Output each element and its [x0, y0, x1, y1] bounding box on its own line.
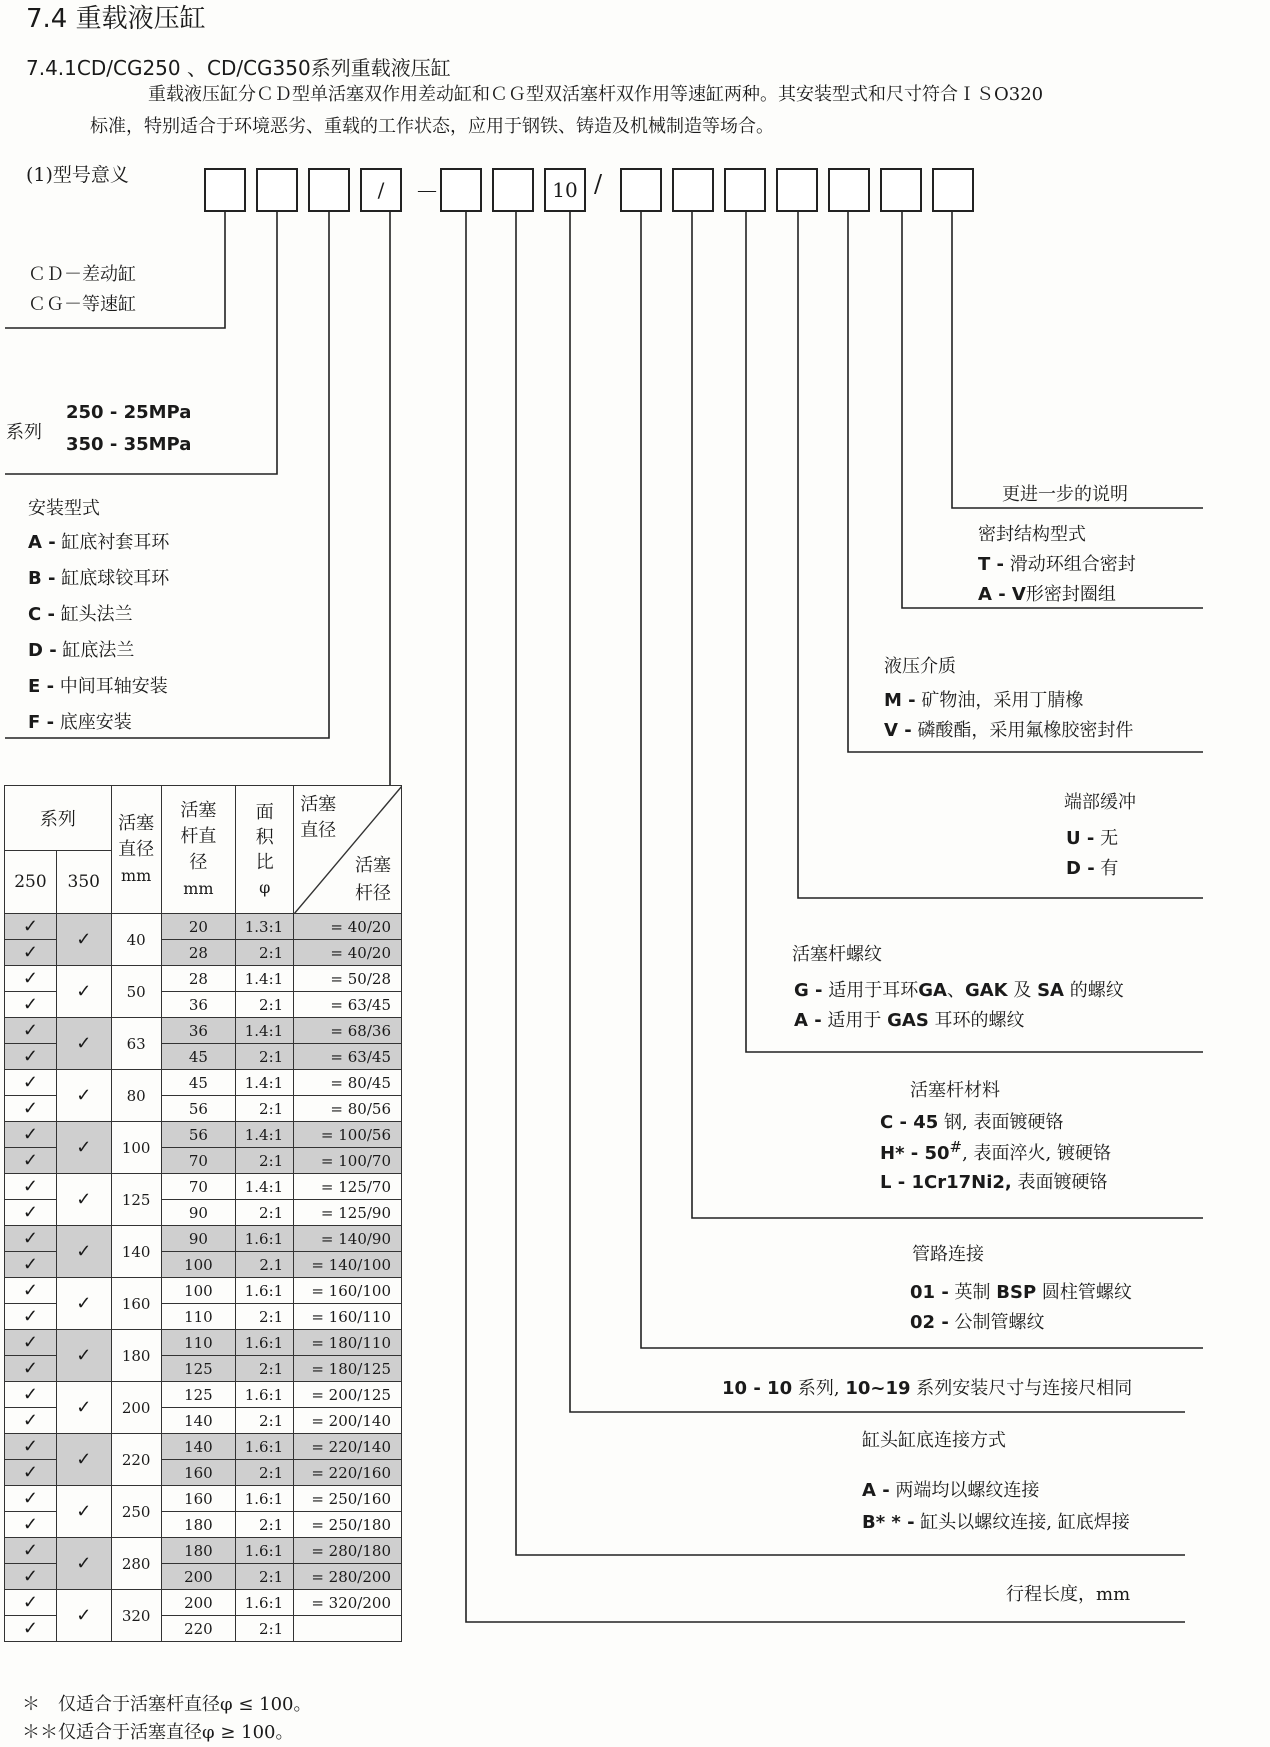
pair-cell: = 320/200 — [294, 1590, 402, 1616]
rod-cell: 45 — [161, 1044, 236, 1070]
bore-cell: 320 — [111, 1590, 161, 1642]
rod-cell: 100 — [161, 1252, 236, 1278]
check-250: ✓ — [5, 940, 57, 966]
medium-title: 液压介质 — [884, 656, 956, 677]
ratio-cell: 1.4:1 — [236, 1018, 294, 1044]
rod-cell: 70 — [161, 1148, 236, 1174]
table-row — [5, 1278, 402, 1304]
footnote-1: ＊ 仅适合于活塞杆直径φ ≤ 100。 — [22, 1694, 312, 1715]
ratio-cell: 1.6:1 — [236, 1278, 294, 1304]
header-diagonal: 活塞 直径 活塞 杆径 — [294, 786, 402, 914]
bore-cell: 50 — [111, 966, 161, 1018]
pair-cell: = 140/100 — [294, 1252, 402, 1278]
check-250: ✓ — [5, 1590, 57, 1616]
table-row — [5, 1174, 402, 1200]
pair-cell: = 125/90 — [294, 1200, 402, 1226]
type-cd: ＣＤ－差动缸 — [28, 264, 136, 285]
bore-cell: 140 — [111, 1226, 161, 1278]
ratio-cell: 2:1 — [236, 940, 294, 966]
check-350: ✓ — [56, 1226, 111, 1278]
ratio-cell: 2:1 — [236, 1200, 294, 1226]
pair-cell: = 80/45 — [294, 1070, 402, 1096]
check-250: ✓ — [5, 1200, 57, 1226]
pair-cell: = 140/90 — [294, 1226, 402, 1252]
pair-cell: = 63/45 — [294, 1044, 402, 1070]
code-slash: / — [594, 170, 603, 198]
check-250: ✓ — [5, 1278, 57, 1304]
ratio-cell: 1.6:1 — [236, 1538, 294, 1564]
ratio-cell: 2:1 — [236, 1044, 294, 1070]
table-row — [5, 1590, 402, 1616]
table-row — [5, 1486, 402, 1512]
check-250: ✓ — [5, 1148, 57, 1174]
pair-cell: = 180/125 — [294, 1356, 402, 1382]
model-meaning-label: (1)型号意义 — [26, 164, 129, 186]
rod-cell: 90 — [161, 1200, 236, 1226]
ratio-cell: 1.4:1 — [236, 1122, 294, 1148]
check-250: ✓ — [5, 1096, 57, 1122]
ratio-cell: 1.4:1 — [236, 1174, 294, 1200]
check-250: ✓ — [5, 1486, 57, 1512]
pair-cell: = 160/110 — [294, 1304, 402, 1330]
pair-cell: = 100/56 — [294, 1122, 402, 1148]
pair-cell: = 280/200 — [294, 1564, 402, 1590]
mounting-item-e: E - 中间耳轴安装 — [28, 676, 168, 697]
table-row — [5, 1070, 402, 1096]
intro-line-1: 重载液压缸分ＣＤ型单活塞双作用差动缸和ＣＧ型双活塞杆双作用等速缸两种。其安装型式和尺寸符合ＩＳO320 — [148, 84, 1044, 105]
rod-cell: 200 — [161, 1590, 236, 1616]
check-250: ✓ — [5, 914, 57, 940]
cushion-d: D - 有 — [1066, 858, 1119, 879]
bore-cell: 250 — [111, 1486, 161, 1538]
check-250: ✓ — [5, 1044, 57, 1070]
check-250: ✓ — [5, 1434, 57, 1460]
check-250: ✓ — [5, 1174, 57, 1200]
rod-cell: 100 — [161, 1278, 236, 1304]
seal-a: A - V形密封圈组 — [978, 584, 1116, 605]
material-h: H* - 50#, 表面淬火, 镀硬铬 — [880, 1138, 1111, 1164]
pair-cell: = 50/28 — [294, 966, 402, 992]
code-box-bore-rod: / — [360, 168, 402, 212]
rod-cell: 90 — [161, 1226, 236, 1252]
check-250: ✓ — [5, 1304, 57, 1330]
check-350: ✓ — [56, 1278, 111, 1330]
pair-cell: = 125/70 — [294, 1174, 402, 1200]
header-350: 350 — [56, 851, 111, 914]
type-cg: ＣＧ－等速缸 — [28, 294, 136, 315]
stroke-length: 行程长度，mm — [1006, 1584, 1131, 1605]
rod-cell: 45 — [161, 1070, 236, 1096]
table-row — [5, 914, 402, 940]
bore-cell: 63 — [111, 1018, 161, 1070]
mounting-item-b: B - 缸底球铰耳环 — [28, 568, 170, 589]
pair-cell: = 180/110 — [294, 1330, 402, 1356]
check-350: ✓ — [56, 1330, 111, 1382]
ratio-cell: 2:1 — [236, 1408, 294, 1434]
rod-cell: 36 — [161, 1018, 236, 1044]
table-row — [5, 1226, 402, 1252]
mounting-title: 安装型式 — [28, 498, 100, 519]
check-350: ✓ — [56, 1434, 111, 1486]
material-l: L - 1Cr17Ni2, 表面镀硬铬 — [880, 1172, 1108, 1193]
section-title: 7.4.1CD/CG250 、CD/CG350系列重载液压缸 — [26, 56, 451, 80]
ratio-cell: 2:1 — [236, 1564, 294, 1590]
rod-cell: 36 — [161, 992, 236, 1018]
header-rod: 活塞 杆直 径 mm — [161, 786, 236, 914]
check-350: ✓ — [56, 1590, 111, 1642]
seal-t: T - 滑动环组合密封 — [978, 554, 1136, 575]
table-row — [5, 1018, 402, 1044]
check-350: ✓ — [56, 1122, 111, 1174]
material-c: C - 45 钢, 表面镀硬铬 — [880, 1112, 1064, 1133]
check-250: ✓ — [5, 1408, 57, 1434]
series-label: 系列 — [6, 422, 42, 443]
ratio-cell: 1.6:1 — [236, 1590, 294, 1616]
rod-cell: 140 — [161, 1408, 236, 1434]
pair-cell: = 200/125 — [294, 1382, 402, 1408]
head-b: B* * - 缸头以螺纹连接, 缸底焊接 — [862, 1512, 1130, 1533]
code-dash: － — [415, 178, 439, 206]
ratio-cell: 1.6:1 — [236, 1486, 294, 1512]
mounting-item-f: F - 底座安装 — [28, 712, 132, 733]
rod-cell: 28 — [161, 966, 236, 992]
further-description: 更进一步的说明 — [1002, 484, 1128, 505]
rod-cell: 220 — [161, 1616, 236, 1642]
table-row — [5, 1330, 402, 1356]
pair-cell: = 63/45 — [294, 992, 402, 1018]
rod-cell: 160 — [161, 1460, 236, 1486]
check-250: ✓ — [5, 1122, 57, 1148]
series-350: 350 - 35MPa — [66, 434, 192, 455]
check-250: ✓ — [5, 1226, 57, 1252]
rod-cell: 70 — [161, 1174, 236, 1200]
thread-title: 活塞杆螺纹 — [792, 944, 882, 965]
rod-cell: 125 — [161, 1382, 236, 1408]
check-350: ✓ — [56, 1018, 111, 1070]
check-250: ✓ — [5, 1018, 57, 1044]
rod-cell: 110 — [161, 1304, 236, 1330]
pair-cell: = 80/56 — [294, 1096, 402, 1122]
check-250: ✓ — [5, 1460, 57, 1486]
ratio-cell: 1.4:1 — [236, 1070, 294, 1096]
rod-cell: 180 — [161, 1538, 236, 1564]
series-10-note: 10 - 10 系列, 10~19 系列安装尺寸与连接尺相同 — [722, 1378, 1133, 1399]
pipe-02: 02 - 公制管螺纹 — [910, 1312, 1045, 1333]
bore-cell: 80 — [111, 1070, 161, 1122]
ratio-cell: 2:1 — [236, 1460, 294, 1486]
ratio-cell: 1.6:1 — [236, 1226, 294, 1252]
rod-cell: 160 — [161, 1486, 236, 1512]
check-350: ✓ — [56, 1486, 111, 1538]
header-bore: 活塞 直径 mm — [111, 786, 161, 914]
rod-cell: 110 — [161, 1330, 236, 1356]
rod-cell: 20 — [161, 914, 236, 940]
ratio-cell: 2:1 — [236, 1616, 294, 1642]
bore-cell: 280 — [111, 1538, 161, 1590]
pair-cell: = 200/140 — [294, 1408, 402, 1434]
thread-a: A - 适用于 GAS 耳环的螺纹 — [794, 1010, 1025, 1031]
table-row — [5, 1434, 402, 1460]
head-title: 缸头缸底连接方式 — [862, 1430, 1006, 1451]
check-350: ✓ — [56, 1174, 111, 1226]
cushion-u: U - 无 — [1066, 828, 1119, 849]
table-row — [5, 1538, 402, 1564]
head-a: A - 两端均以螺纹连接 — [862, 1480, 1040, 1501]
mounting-item-d: D - 缸底法兰 — [28, 640, 135, 661]
medium-m: M - 矿物油，采用丁腈橡 — [884, 690, 1084, 711]
header-250: 250 — [5, 851, 57, 914]
rod-cell: 125 — [161, 1356, 236, 1382]
cushion-title: 端部缓冲 — [1064, 792, 1136, 813]
ratio-cell: 1.6:1 — [236, 1434, 294, 1460]
check-250: ✓ — [5, 1564, 57, 1590]
check-350: ✓ — [56, 1382, 111, 1434]
pair-cell: = 160/100 — [294, 1278, 402, 1304]
bore-cell: 160 — [111, 1278, 161, 1330]
check-250: ✓ — [5, 1356, 57, 1382]
code-box-series-10: 10 — [544, 168, 586, 212]
ratio-cell: 1.3:1 — [236, 914, 294, 940]
check-250: ✓ — [5, 1538, 57, 1564]
check-250: ✓ — [5, 966, 57, 992]
check-350: ✓ — [56, 1070, 111, 1122]
bore-cell: 220 — [111, 1434, 161, 1486]
table-row — [5, 1382, 402, 1408]
bore-cell: 180 — [111, 1330, 161, 1382]
thread-g: G - 适用于耳环GA、GAK 及 SA 的螺纹 — [794, 980, 1124, 1001]
pipe-01: 01 - 英制 BSP 圆柱管螺纹 — [910, 1282, 1132, 1303]
ratio-cell: 1.6:1 — [236, 1382, 294, 1408]
check-350: ✓ — [56, 914, 111, 966]
table-row — [5, 966, 402, 992]
rod-cell: 200 — [161, 1564, 236, 1590]
material-title: 活塞杆材料 — [910, 1080, 1000, 1101]
footnote-2: ＊＊仅适合于活塞直径φ ≥ 100。 — [22, 1722, 294, 1743]
check-250: ✓ — [5, 992, 57, 1018]
medium-v: V - 磷酸酯，采用氟橡胶密封件 — [884, 720, 1134, 741]
ratio-cell: 2.1 — [236, 1252, 294, 1278]
check-250: ✓ — [5, 1070, 57, 1096]
check-350: ✓ — [56, 1538, 111, 1590]
table-row — [5, 1122, 402, 1148]
rod-cell: 180 — [161, 1512, 236, 1538]
ratio-cell: 2:1 — [236, 1148, 294, 1174]
check-250: ✓ — [5, 1330, 57, 1356]
rod-cell: 140 — [161, 1434, 236, 1460]
ratio-cell: 1.6:1 — [236, 1330, 294, 1356]
bore-cell: 200 — [111, 1382, 161, 1434]
rod-cell: 56 — [161, 1122, 236, 1148]
rod-cell: 56 — [161, 1096, 236, 1122]
ratio-cell: 2:1 — [236, 1512, 294, 1538]
check-350: ✓ — [56, 966, 111, 1018]
ratio-cell: 2:1 — [236, 992, 294, 1018]
check-250: ✓ — [5, 1512, 57, 1538]
header-series: 系列 — [5, 786, 112, 851]
pair-cell: = 100/70 — [294, 1148, 402, 1174]
ratio-cell: 1.4:1 — [236, 966, 294, 992]
mounting-item-a: A - 缸底衬套耳环 — [28, 532, 170, 553]
page-title: 7.4 重载液压缸 — [26, 4, 206, 34]
pair-cell: = 250/180 — [294, 1512, 402, 1538]
pair-cell: = 68/36 — [294, 1018, 402, 1044]
seal-title: 密封结构型式 — [978, 524, 1086, 545]
header-area-ratio: 面 积 比 φ — [236, 786, 294, 914]
ratio-cell: 2:1 — [236, 1356, 294, 1382]
ratio-cell: 2:1 — [236, 1304, 294, 1330]
pair-cell: = 40/20 — [294, 940, 402, 966]
pipe-title: 管路连接 — [912, 1244, 984, 1265]
series-250: 250 - 25MPa — [66, 402, 192, 423]
spec-table — [4, 785, 402, 1642]
intro-line-2: 标准，特别适合于环境恶劣、重载的工作状态，应用于钢铁、铸造及机械制造等场合。 — [90, 116, 774, 137]
bore-cell: 125 — [111, 1174, 161, 1226]
bore-cell: 40 — [111, 914, 161, 966]
rod-cell: 28 — [161, 940, 236, 966]
ratio-cell: 2:1 — [236, 1096, 294, 1122]
pair-cell: = 220/140 — [294, 1434, 402, 1460]
pair-cell: = 220/160 — [294, 1460, 402, 1486]
check-250: ✓ — [5, 1252, 57, 1278]
check-250: ✓ — [5, 1616, 57, 1642]
pair-cell: = 250/160 — [294, 1486, 402, 1512]
check-250: ✓ — [5, 1382, 57, 1408]
pair-cell: = 40/20 — [294, 914, 402, 940]
bore-cell: 100 — [111, 1122, 161, 1174]
mounting-item-c: C - 缸头法兰 — [28, 604, 133, 625]
pair-cell: = 280/180 — [294, 1538, 402, 1564]
pair-cell — [294, 1616, 402, 1642]
